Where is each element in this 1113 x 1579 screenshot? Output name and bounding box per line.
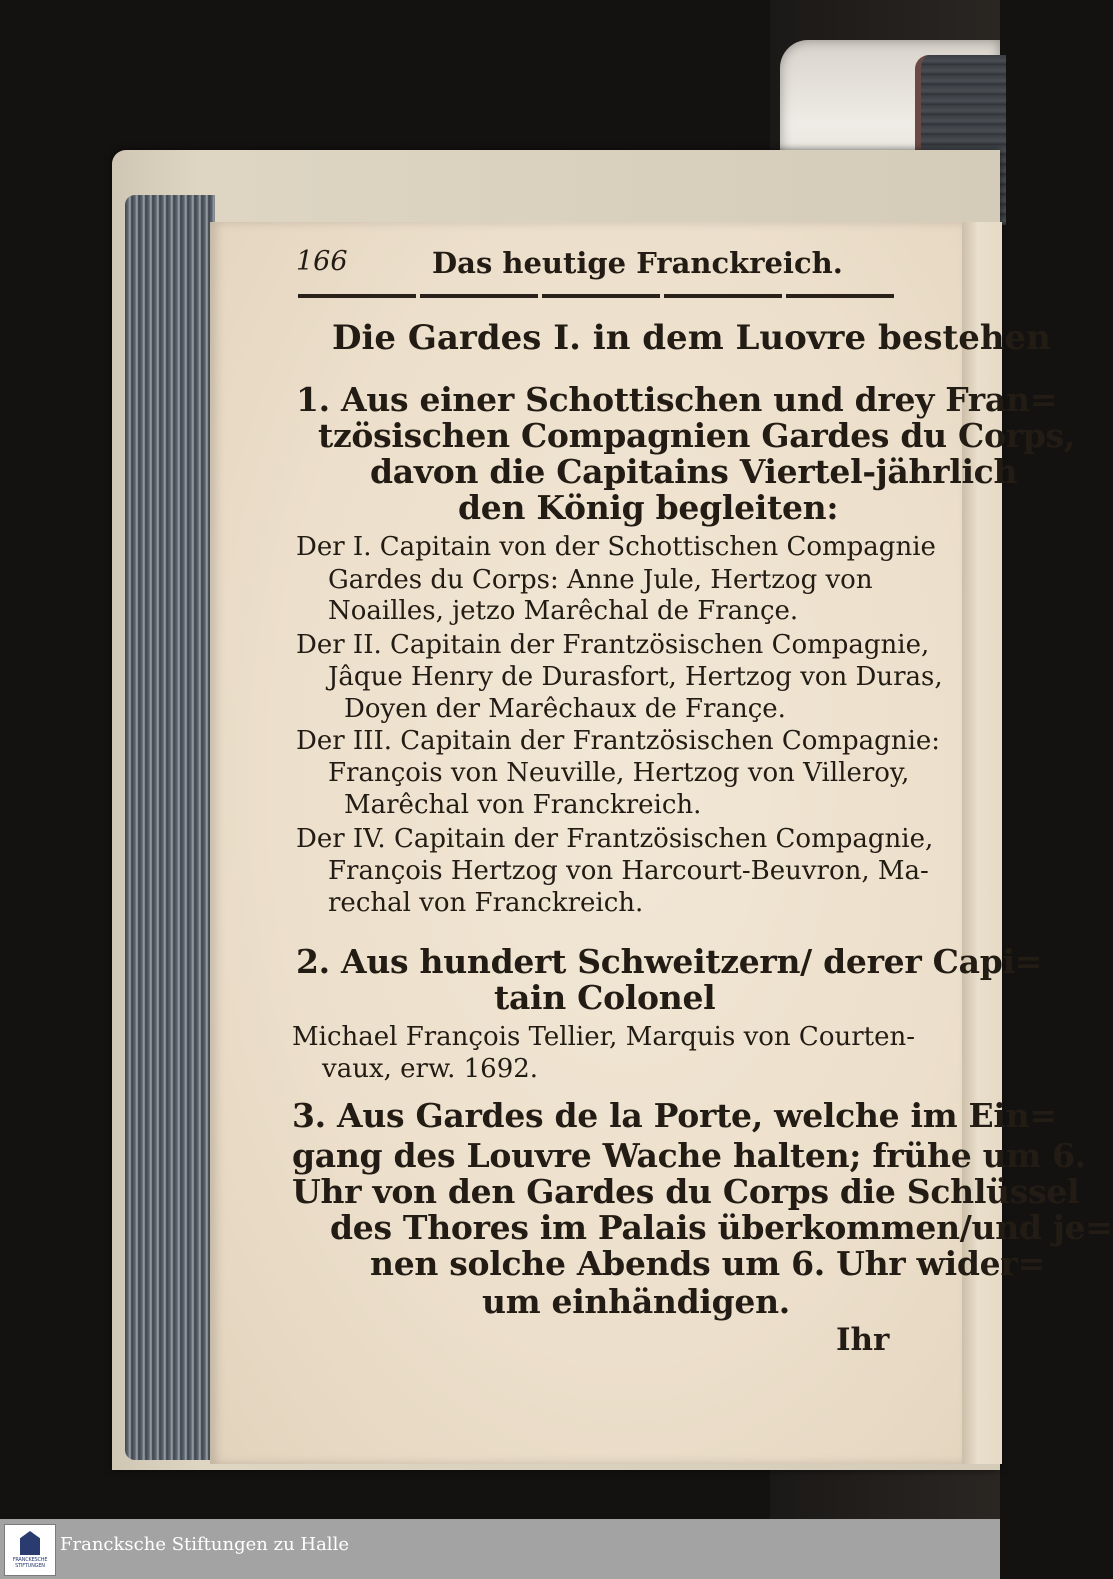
- captain-3-line-1: Der III. Capitain der Frantzösischen Compagnie:: [296, 726, 941, 756]
- colonel-line-1: Michael François Tellier, Marquis von Courten-: [292, 1022, 916, 1052]
- page-heading: Die Gardes I. in dem Luovre bestehen: [332, 318, 1051, 358]
- section-3-line-6: um einhändigen.: [482, 1282, 790, 1321]
- captain-1-line-2: Gardes du Corps: Anne Jule, Hertzog von: [328, 565, 873, 595]
- footer-institution-name: Francksche Stiftungen zu Halle: [60, 1534, 349, 1555]
- captain-3-line-2: François von Neuville, Hertzog von Villeroy,: [328, 758, 910, 788]
- captain-1-line-3: Noailles, jetzo Marêchal de Françe.: [328, 596, 799, 626]
- logo-emblem-icon: [20, 1531, 40, 1555]
- running-title: Das heutige Franckreich.: [432, 246, 843, 280]
- logo-text: FRANCKESCHE STIFTUNGEN: [12, 1557, 48, 1569]
- colonel-line-2: vaux, erw. 1692.: [322, 1054, 539, 1084]
- captain-4-line-2: François Hertzog von Harcourt-Beuvron, Ma-: [328, 856, 929, 886]
- captain-2-line-2: Jâque Henry de Durasfort, Hertzog von Duras,: [328, 662, 943, 692]
- section-2-line-2: tain Colonel: [494, 978, 716, 1017]
- section-3-line-4: des Thores im Palais überkommen/und je=: [330, 1208, 1113, 1247]
- section-1-line-2: tzösischen Compagnien Gardes du Corps,: [318, 416, 1076, 455]
- captain-2-line-3: Doyen der Marêchaux de Françe.: [344, 694, 786, 724]
- section-1-line-1: 1. Aus einer Schottischen und drey Fran=: [296, 380, 1058, 419]
- header-rule: [298, 294, 894, 298]
- section-3-line-5: nen solche Abends um 6. Uhr wider=: [370, 1244, 1045, 1283]
- section-3-line-2: gang des Louvre Wache halten; frühe um 6.: [292, 1136, 1086, 1175]
- section-1-line-4: den König begleiten:: [458, 488, 839, 527]
- page-edges: [125, 195, 215, 1460]
- section-2-line-1: 2. Aus hundert Schweitzern/ derer Capi=: [296, 942, 1043, 981]
- section-3-line-1: 3. Aus Gardes de la Porte, welche im Ein=: [292, 1096, 1057, 1135]
- page-number: 166: [296, 246, 348, 277]
- section-3-line-3: Uhr von den Gardes du Corps die Schlüssel: [292, 1172, 1080, 1211]
- captain-4-line-3: rechal von Franckreich.: [328, 888, 644, 918]
- section-1-line-3: davon die Capitains Viertel-jährlich: [370, 452, 1018, 491]
- catchword: Ihr: [836, 1322, 890, 1358]
- captain-1-line-1: Der I. Capitain von der Schottischen Compagnie: [296, 532, 936, 562]
- captain-2-line-1: Der II. Capitain der Frantzösischen Compagnie,: [296, 630, 930, 660]
- institution-logo[interactable]: [4, 1524, 56, 1576]
- captain-3-line-3: Marêchal von Franckreich.: [344, 790, 702, 820]
- captain-4-line-1: Der IV. Capitain der Frantzösischen Compagnie,: [296, 824, 934, 854]
